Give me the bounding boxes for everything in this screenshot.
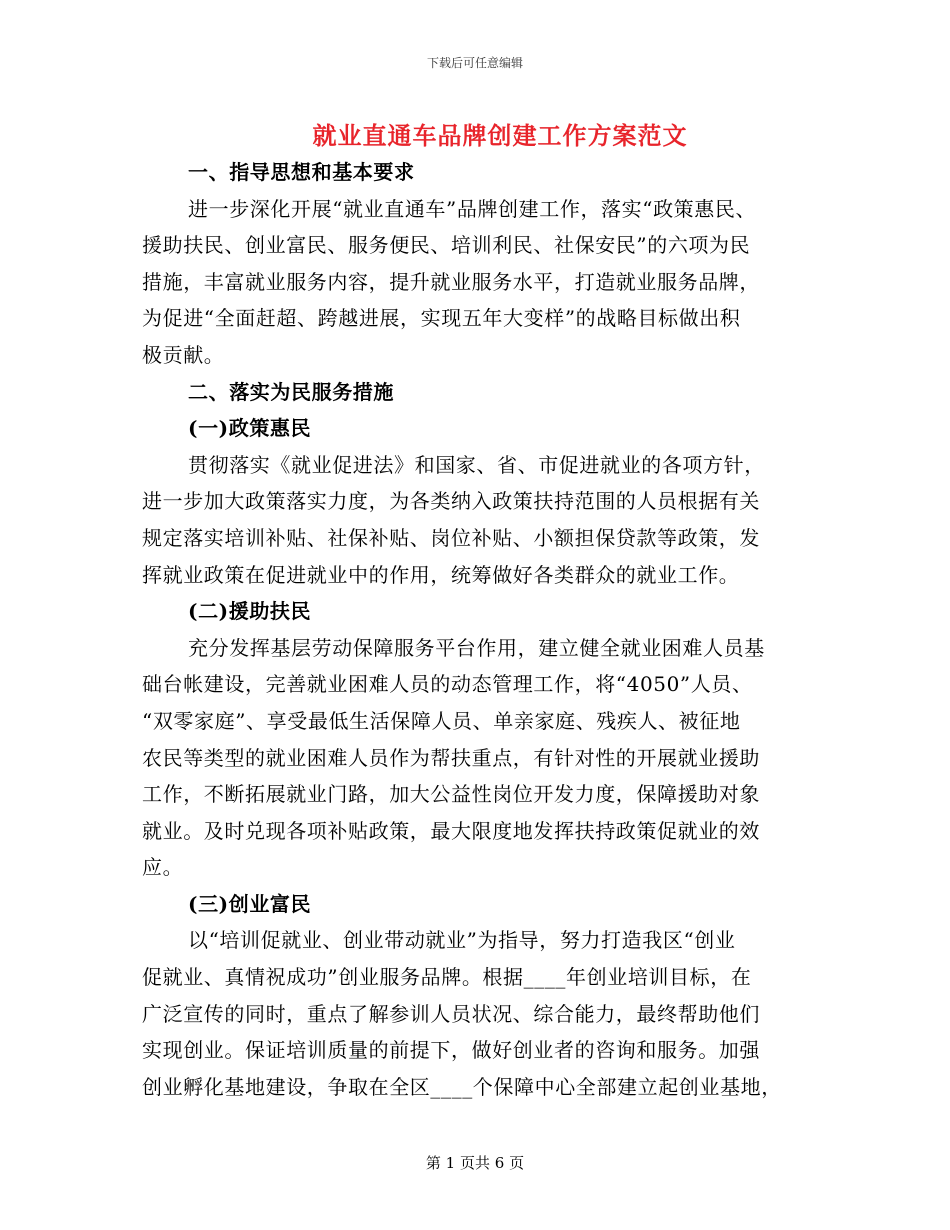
paragraph-line: 以“培训促就业、创业带动就业”为指导，努力打造我区“创业 xyxy=(188,928,736,953)
paragraph-line: “双零家庭”、享受最低生活保障人员、单亲家庭、残疾人、被征地 xyxy=(142,708,741,733)
paragraph-line: 援助扶民、创业富民、服务便民、培训利民、社保安民”的六项为民 xyxy=(142,233,751,258)
paragraph-line: 广泛宣传的同时，重点了解参训人员状况、综合能力，最终帮助他们 xyxy=(142,1001,760,1026)
section-heading: (二)援助扶民 xyxy=(188,599,312,624)
header-note: 下载后可任意编辑 xyxy=(426,56,523,70)
paragraph-line: 贯彻落实《就业促进法》和国家、省、市促进就业的各项方针， xyxy=(188,452,765,477)
paragraph-line: 就业。及时兑现各项补贴政策，最大限度地发挥扶持政策促就业的效 xyxy=(142,818,760,843)
paragraph-line: 规定落实培训补贴、社保补贴、岗位补贴、小额担保贷款等政策，发 xyxy=(142,525,760,550)
document-title: 就业直通车品牌创建工作方案范文 xyxy=(312,121,688,150)
paragraph-line: 为促进“全面赶超、跨越进展，实现五年大变样”的战略目标做出积 xyxy=(142,306,741,331)
document-body xyxy=(142,154,810,1105)
paragraph-line: 工作，不断拓展就业门路，加大公益性岗位开发力度，保障援助对象 xyxy=(142,782,760,807)
section-heading: 一、指导思想和基本要求 xyxy=(188,160,415,184)
section-heading: 二、落实为民服务措施 xyxy=(188,379,394,404)
section-heading: (一)政策惠民 xyxy=(188,416,312,441)
paragraph-line: 进一步加大政策落实力度，为各类纳入政策扶持范围的人员根据有关 xyxy=(142,489,760,514)
paragraph-line: 农民等类型的就业困难人员作为帮扶重点，有针对性的开展就业援助 xyxy=(142,745,760,770)
section-heading: (三)创业富民 xyxy=(188,891,312,916)
paragraph-line: 础台帐建设，完善就业困难人员的动态管理工作，将“4050”人员、 xyxy=(142,672,753,697)
paragraph-line: 应。 xyxy=(142,855,184,880)
paragraph-line: 充分发挥基层劳动保障服务平台作用，建立健全就业困难人员基 xyxy=(188,635,765,660)
paragraph-line: 实现创业。保证培训质量的前提下，做好创业者的咨询和服务。加强 xyxy=(142,1038,760,1063)
page-footer: 第 1 页共 6 页 xyxy=(425,1154,525,1172)
paragraph-line: 促就业、真情祝成功”创业服务品牌。根据____年创业培训目标，在 xyxy=(142,965,752,990)
paragraph-line: 进一步深化开展“就业直通车”品牌创建工作，落实“政策惠民、 xyxy=(188,196,757,221)
paragraph-line: 创业孵化基地建设，争取在全区____个保障中心全部建立起创业基地， xyxy=(142,1074,782,1099)
paragraph-line: 极贡献。 xyxy=(142,342,225,367)
paragraph-line: 挥就业政策在促进就业中的作用，统筹做好各类群众的就业工作。 xyxy=(142,562,740,587)
paragraph-line: 措施，丰富就业服务内容，提升就业服务水平，打造就业服务品牌， xyxy=(142,269,760,294)
